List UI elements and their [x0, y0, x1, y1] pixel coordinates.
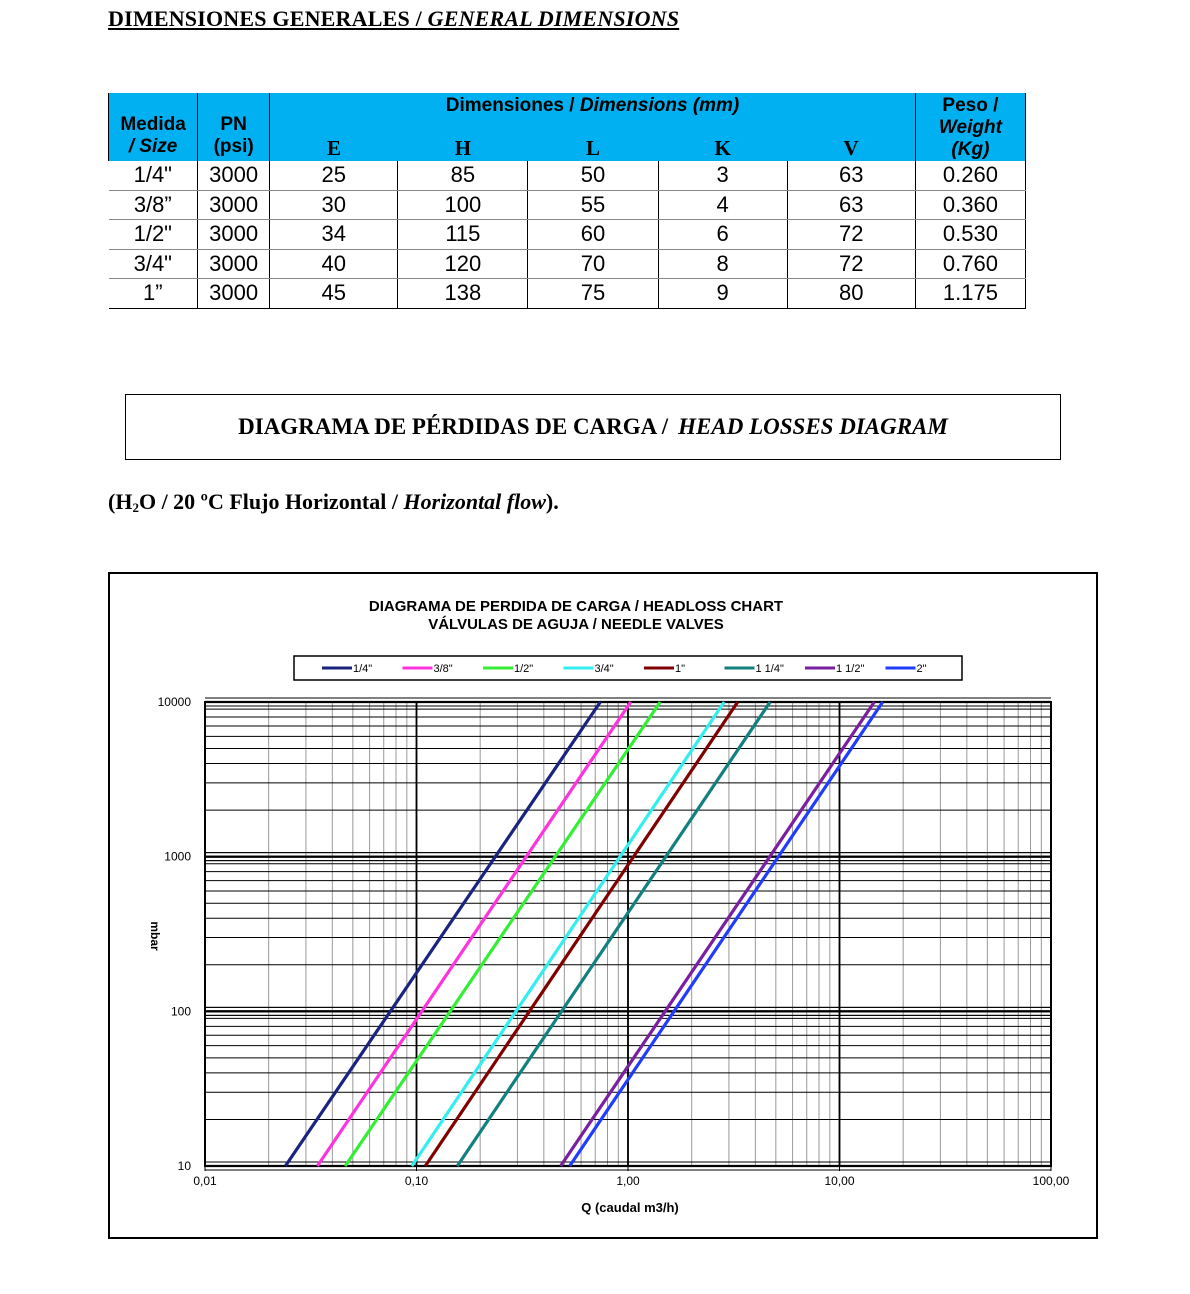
header-kg-label: (Kg) — [951, 139, 990, 160]
cell-weight: 1.175 — [915, 279, 1025, 309]
series-line-3 — [412, 702, 724, 1166]
cell-k: 9 — [658, 279, 787, 309]
dimensions-table — [108, 93, 1026, 309]
headloss-chart-frame — [108, 572, 1098, 1239]
cell-e: 40 — [270, 249, 398, 279]
cell-k: 6 — [658, 220, 787, 250]
cell-k: 3 — [658, 161, 787, 190]
cell-pn: 3000 — [198, 161, 270, 190]
cell-h: 85 — [398, 161, 528, 190]
y-axis-label-text: mbar — [148, 921, 162, 951]
chart-title: DIAGRAMA DE PERDIDA DE CARGA / HEADLOSS CHART — [368, 598, 784, 615]
cell-weight: 0.360 — [915, 190, 1025, 220]
table-row — [109, 190, 1026, 220]
section-title-es: DIAGRAMA DE PÉRDIDAS DE CARGA / — [238, 414, 669, 439]
legend-label: 1/4" — [353, 663, 373, 675]
header-pn — [198, 93, 270, 161]
cell-k: 8 — [658, 249, 787, 279]
y-axis-label — [148, 921, 162, 951]
cell-weight: 0.530 — [915, 220, 1025, 250]
table-row — [109, 220, 1026, 250]
x-tick-label: 1,00 — [616, 1174, 640, 1188]
headloss-chart — [110, 574, 1096, 1237]
cell-h: 138 — [398, 279, 528, 309]
table-row — [109, 161, 1026, 190]
header-peso-label: Peso / — [942, 95, 999, 116]
conditions-text: O / 20 ºC Flujo Horizontal / — [138, 489, 404, 514]
y-tick-label: 10 — [177, 1159, 191, 1173]
cell-v: 80 — [787, 279, 915, 309]
header-letter-h: H — [398, 128, 528, 161]
cell-size: 3/4" — [109, 249, 198, 279]
section-title-box — [125, 394, 1061, 460]
header-letter-v: V — [787, 128, 915, 161]
x-tick-label: 0,10 — [404, 1174, 429, 1188]
x-axis-label: Q (caudal m3/h) — [581, 1200, 679, 1215]
cell-v: 72 — [787, 249, 915, 279]
cell-v: 63 — [787, 161, 915, 190]
page-title-es: DIMENSIONES GENERALES / — [108, 6, 428, 31]
cell-weight: 0.760 — [915, 249, 1025, 279]
x-tick-label: 10,00 — [824, 1174, 855, 1188]
cell-pn: 3000 — [198, 220, 270, 250]
y-tick-label: 100 — [170, 1004, 191, 1019]
header-dims-es: Dimensiones / — [445, 95, 580, 116]
legend-label: 2" — [916, 663, 927, 675]
header-letter-k: K — [658, 128, 787, 161]
cell-size: 1” — [109, 279, 198, 309]
chart-series — [285, 702, 882, 1166]
page-title-en: GENERAL DIMENSIONS — [427, 6, 680, 31]
conditions-italic: Horizontal flow — [403, 489, 546, 514]
table-row — [109, 279, 1026, 309]
cell-l: 70 — [528, 249, 658, 279]
header-letter-l: L — [528, 128, 658, 161]
cell-e: 30 — [270, 190, 398, 220]
cell-h: 120 — [398, 249, 528, 279]
cell-h: 115 — [398, 220, 528, 250]
x-tick-label: 100,00 — [1032, 1174, 1070, 1188]
header-dims-en: Dimensions (mm) — [579, 95, 740, 116]
header-peso — [915, 93, 1025, 161]
y-tick-label: 10000 — [157, 695, 191, 709]
chart-subtitle: VÁLVULAS DE AGUJA / NEEDLE VALVES — [428, 616, 724, 633]
legend-label: 3/4" — [594, 663, 614, 675]
flow-conditions — [108, 489, 559, 516]
conditions-suffix: ). — [545, 489, 559, 514]
cell-v: 63 — [787, 190, 915, 220]
section-title-en: HEAD LOSSES DIAGRAM — [678, 414, 948, 439]
cell-l: 50 — [528, 161, 658, 190]
legend-label: 1 1/4" — [755, 663, 784, 675]
cell-l: 60 — [528, 220, 658, 250]
y-tick-label: 1000 — [164, 849, 191, 864]
header-dimensions — [270, 93, 916, 128]
cell-e: 25 — [270, 161, 398, 190]
cell-size: 3/8” — [109, 190, 198, 220]
cell-l: 75 — [528, 279, 658, 309]
conditions-subscript: 2 — [132, 500, 139, 515]
header-medida-label: Medida — [120, 114, 186, 135]
cell-h: 100 — [398, 190, 528, 220]
conditions-prefix: (H — [108, 489, 133, 514]
cell-l: 55 — [528, 190, 658, 220]
cell-size: 1/2" — [109, 220, 198, 250]
header-letter-e: E — [270, 128, 398, 161]
cell-pn: 3000 — [198, 190, 270, 220]
legend-label: 1/2" — [514, 663, 534, 675]
cell-e: 34 — [270, 220, 398, 250]
header-pn-label: PN — [220, 114, 247, 135]
cell-weight: 0.260 — [915, 161, 1025, 190]
x-tick-label: 0,01 — [193, 1174, 217, 1188]
header-weight-label: Weight — [938, 117, 1002, 138]
header-size-label: / Size — [128, 136, 178, 157]
header-medida — [109, 93, 198, 161]
cell-e: 45 — [270, 279, 398, 309]
legend-label: 3/8" — [433, 663, 453, 675]
cell-pn: 3000 — [198, 279, 270, 309]
cell-pn: 3000 — [198, 249, 270, 279]
series-line-7 — [570, 702, 883, 1166]
cell-v: 72 — [787, 220, 915, 250]
table-row — [109, 249, 1026, 279]
legend-label: 1" — [675, 663, 686, 675]
cell-k: 4 — [658, 190, 787, 220]
legend-label: 1 1/2" — [836, 663, 865, 675]
header-psi-label: (psi) — [213, 136, 254, 157]
cell-size: 1/4" — [109, 161, 198, 190]
page-title — [108, 6, 679, 32]
